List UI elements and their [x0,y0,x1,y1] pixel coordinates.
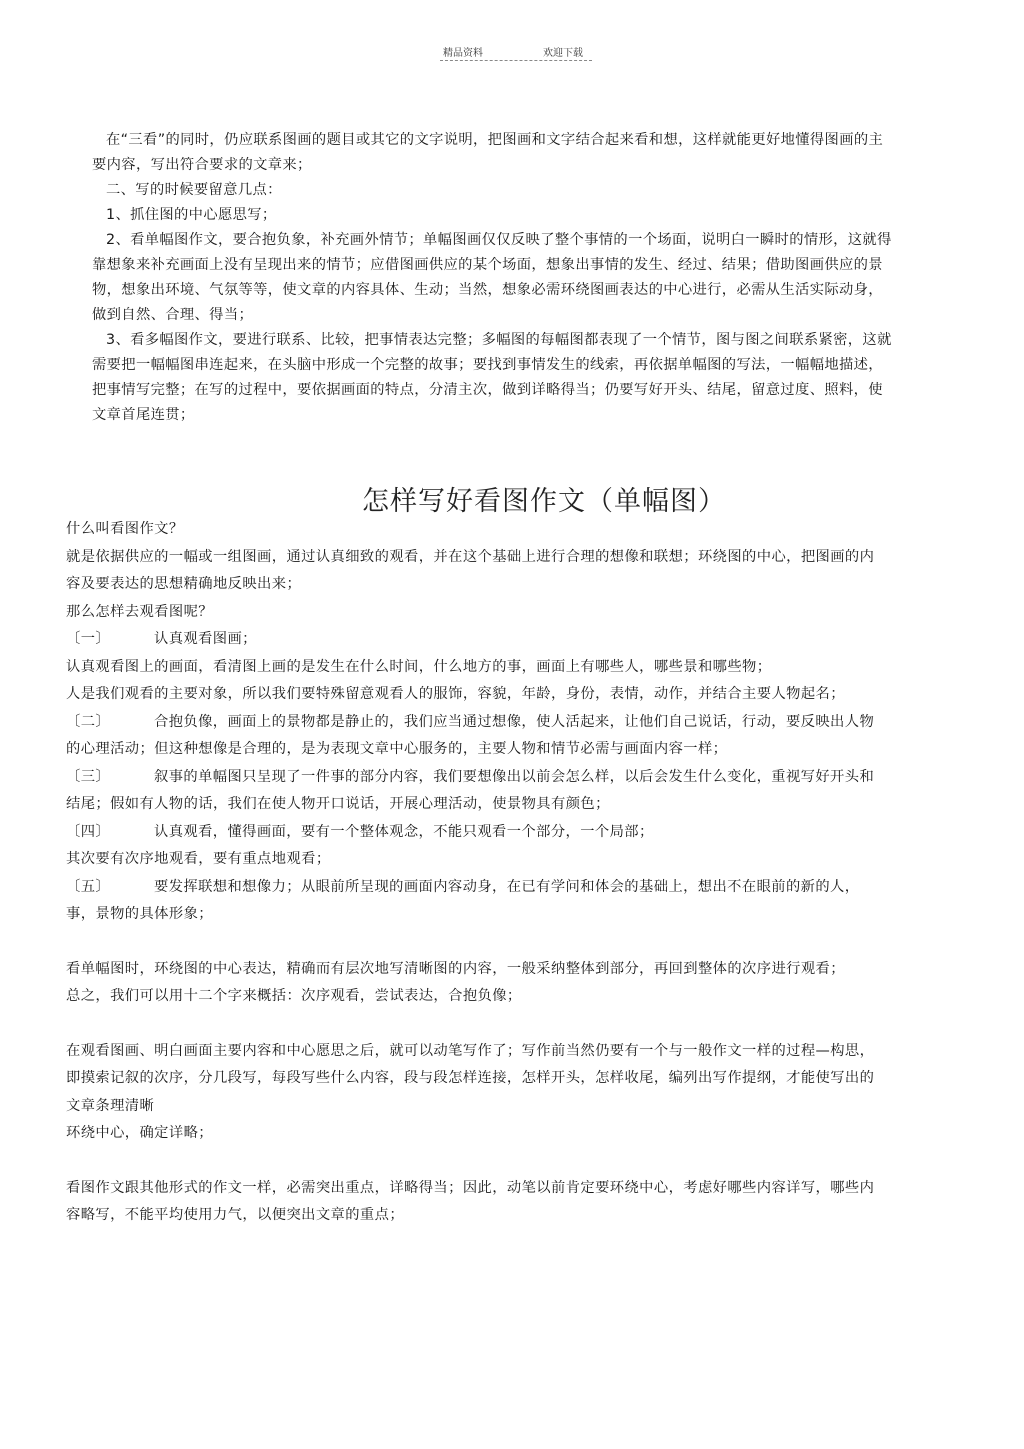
step-4 [66,819,880,847]
paragraph-focus: 看图作文跟其他形式的作文一样，必需突出重点，详略得当；因此，动笔以前肯定要环绕中心，考虑好哪些内容详写，哪些内容略写，不能平均使用力气，以便突出文章的重点； [66,1179,875,1223]
step-5-text: 要发挥联想和想像力；从眼前所呈现的画面内容动身，在已有学问和体会的基础上，想出不在眼前的新的人，事，景物的具体形象； [66,878,860,922]
paragraph-summary: 总之，我们可以用十二个字来概括：次序观看，尝试表达，合抱负像； [66,988,522,1004]
paragraph-single-image: 看单幅图时，环绕图的中心表达，精确而有层次地写清晰图的内容，一般采纳整体到部分，再回到整体的次序进行观看； [66,960,845,977]
step-5-label: 〔五〕 [66,878,111,895]
paragraph-writing-points-heading: 二、写的时候要留意几点： [106,182,282,198]
page-header [0,42,1024,66]
step-2-text: 合抱负像，画面上的景物都是静止的，我们应当通过想像，使人活起来，让他们自己说话，行动，要反映出人物的心理活动；但这种想像是合理的，是为表现文章中心服务的，主要人物和情节必需与画面内容一样； [66,713,875,757]
step-3 [66,764,880,819]
step-4-text: 认真观看，懂得画面，要有一个整体观念，不能只观看一个部分，一个局部； [154,823,654,840]
step-2-label: 〔二〕 [66,713,111,730]
header-right-text: 欢迎下载 [543,48,583,59]
step-1 [66,626,880,654]
header-dashed-rule [440,60,592,61]
paragraph-point-2: 2、看单幅图作文，要合抱负象，补充画外情节；单幅图画仅仅反映了整个事情的一个场面，说明白一瞬时的情形，这就得靠想象来补充画面上没有呈现出来的情节；应借图画供应的某个场面，想象出事情的发生、经过、结果；借助图画供应的景物，想象出环境、气氛等等，使文章的内容具体、生动；当然，想象必需环绕图画表达的中心进行，必需从生活实际动身，做到自然、合理、得当； [92,232,892,323]
step-4-detail: 其次要有次序地观看，要有重点地观看； [66,851,331,867]
intro-section [92,128,892,428]
definition-paragraph: 就是依据供应的一幅或一组图画，通过认真细致的观看，并在这个基础上进行合理的想像和联想；环绕图的中心，把图画的内容及要表达的思想精确地反映出来； [66,548,875,592]
step-5 [66,874,880,929]
page-title: 怎样写好看图作文（单幅图） [362,486,726,517]
step-1-detail-people: 人是我们观看的主要对象，所以我们要特殊留意观看人的服饰，容貌，年龄，身份，表情，动作，并结合主要人物起名； [66,686,845,702]
paragraph-planning: 在观看图画、明白画面主要内容和中心愿思之后，就可以动笔写作了；写作前当然仍要有一个与一般作文一样的过程—构思，即摸索记叙的次序，分几段写，每段写些什么内容，段与段怎样连接，怎样开头，怎样收尾，编列出写作提纲，才能使写出的文章条理清晰 [66,1042,875,1114]
step-1-text: 认真观看图画； [154,631,257,647]
step-1-detail-scene: 认真观看图上的画面，看清图上画的是发生在什么时间，什么地方的事，画面上有哪些人，哪些景和哪些物； [66,658,772,675]
paragraph-point-3: 3、看多幅图作文，要进行联系、比较，把事情表达完整；多幅图的每幅图都表现了一个情节，图与图之间联系紧密，这就需要把一幅幅图串连起来，在头脑中形成一个完整的故事；要找到事情发生的线索，再依据单幅图的写法，一幅幅地描述，把事情写完整；在写的过程中，要依据画面的特点，分清主次，做到详略得当；仍要写好开头、结尾，留意过度、照料，使文章首尾连贯； [92,332,892,423]
paragraph-center: 环绕中心，确定详略； [66,1125,213,1141]
step-1-label: 〔一〕 [66,631,111,647]
question-what-is: 什么叫看图作文？ [66,521,184,537]
main-section [66,516,880,1230]
question-how-to-observe: 那么怎样去观看图呢？ [66,603,213,620]
paragraph-three-looks: 在“三看”的同时，仍应联系图画的题目或其它的文字说明，把图画和文字结合起来看和想，这样就能更好地懂得图画的主要内容，写出符合要求的文章来； [92,132,884,173]
step-3-text: 叙事的单幅图只呈现了一件事的部分内容，我们要想像出以前会怎么样，以后会发生什么变化，重视写好开头和结尾；假如有人物的话，我们在使人物开口说话，开展心理活动，使景物具有颜色； [66,768,875,812]
paragraph-point-1: 1、抓住图的中心愿思写； [106,207,277,223]
header-left-text: 精品资料 [443,48,483,59]
step-2 [66,709,880,764]
step-4-label: 〔四〕 [66,823,111,840]
step-3-label: 〔三〕 [66,768,111,785]
